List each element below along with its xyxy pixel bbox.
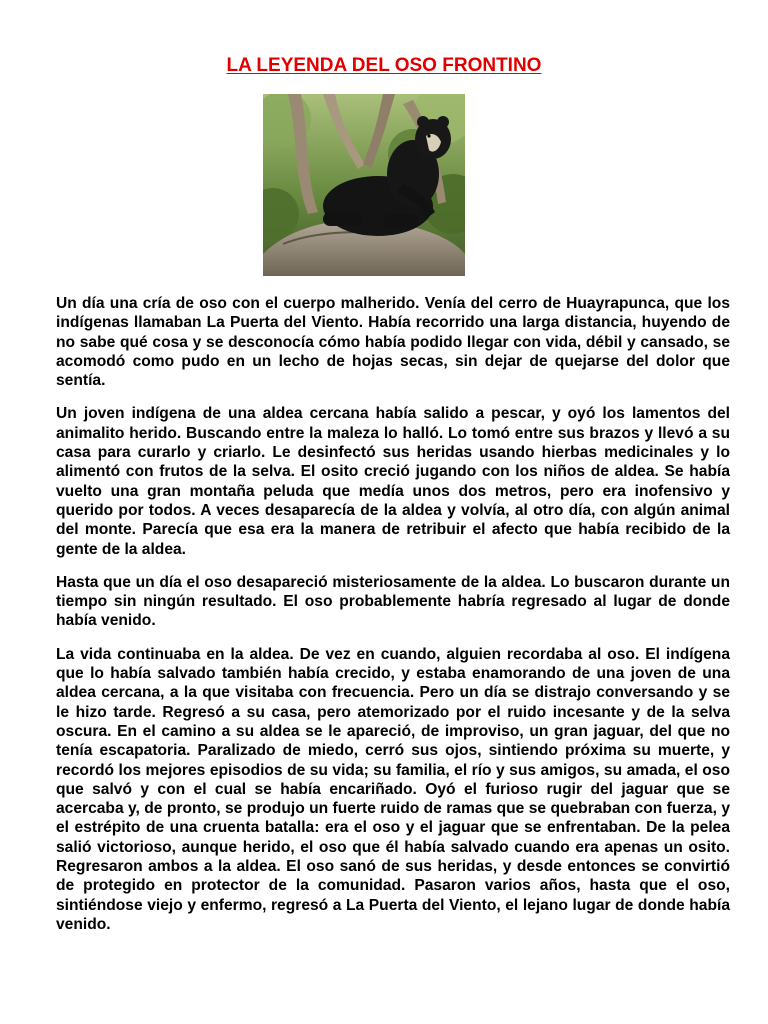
document-title: LA LEYENDA DEL OSO FRONTINO — [226, 55, 542, 76]
bear-photo-icon — [263, 94, 465, 276]
paragraph-4: La vida continuaba en la aldea. De vez en cuando, alguien recordaba al oso. El indígena que lo había salvado también había crecido, y estaba enamorando de una joven de una aldea cercana, a la que visitaba con frecuencia. Pero un día se distrajo conversando y se le hizo tarde. Regresó a su casa, pero atemorizado por el ruido incesante y de la selva oscura. En el camino a su aldea se le apareció, de improviso, un gran jaguar, del que no tenía escapatoria. Paralizado de miedo, cerró sus ojos, sintiendo próxima su muerte, y recordó los mejores episodios de su vida; su familia, el río y sus amigos, su amada, el oso que salvó y con el cual se había encariñado. Oyó el furioso rugir del jaguar que se acercaba y, de pronto, se produjo un fuerte ruido de ramas que se quebraban con fuerza, y el estrépito de una cruenta batalla: era el oso y el jaguar que se enfrentaban. De la pelea salió victorioso, aunque herido, el oso que él había salvado cuando era apenas un osito. Regresaron ambos a la aldea. El oso sanó de sus heridas, y desde entonces se convirtió de protegido en protector de la comunidad. Pasaron varios años, hasta que el oso, sintiéndose viejo y enfermo, regresó a La Puerta del Viento, el lejano lugar de donde había venido. — [56, 645, 730, 933]
paragraph-2: Un joven indígena de una aldea cercana había salido a pescar, y oyó los lamentos del animalito herido. Buscando entre la maleza lo halló. Lo tomó entre sus brazos y llevó a su casa para curarlo y criarlo. Le desinfectó sus heridas usando hierbas medicinales y lo alimentó con frutos de la selva. El osito creció jugando con los niños de aldea. Se había vuelto una gran montaña peluda que medía unos dos metros, pero era inofensivo y querido por todos. A veces desaparecía de la aldea y volvía, al otro día, con algún animal del monte. Parecía que esa era la manera de retribuir el afecto que había recibido de la gente de la aldea. — [56, 405, 730, 558]
paragraph-3: Hasta que un día el oso desapareció misteriosamente de la aldea. Lo buscaron durante un tiempo sin ningún resultado. El oso probablemente habría regresado al lugar de donde había venido. — [56, 573, 730, 630]
story-body — [56, 294, 730, 948]
paragraph-1: Un día una cría de oso con el cuerpo malherido. Venía del cerro de Huayrapunca, que los indígenas llamaban La Puerta del Viento. Había recorrido una larga distancia, huyendo de no sabe qué cosa y se desconocía cómo había podido llegar con vida, débil y cansado, se acomodó como pudo en un lecho de hojas secas, sin dejar de quejarse del dolor que sentía. — [56, 295, 730, 390]
